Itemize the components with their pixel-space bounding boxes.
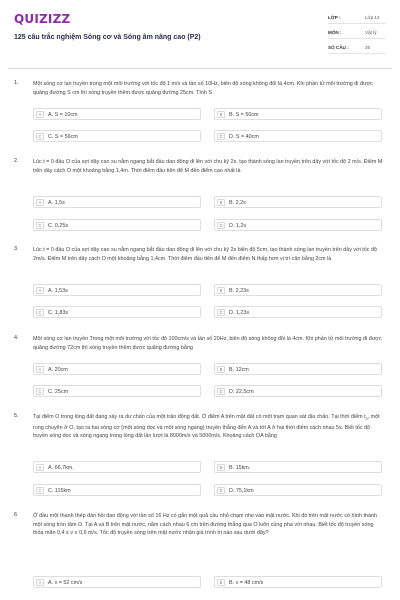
answer-option-b[interactable] (214, 284, 382, 296)
question-number: 4. (14, 335, 19, 341)
question-text: Lúc t = 0 đầu O của sợi dây cao su nằm ngang bắt đầu dao động đi lên với chu kỳ 2s, tạo thành sóng lan truyền trên dây với tốc độ 2 m/s. Điểm M trên dây cách O một khoảng bằng 1,4m. Thời điểm đầu tiên để M đến điểm cao nhất là (33, 159, 383, 174)
option-letter: A (36, 287, 44, 294)
option-letter: A (36, 199, 44, 206)
option-text: C. 115km (48, 487, 71, 494)
answer-option-c[interactable] (33, 484, 201, 496)
header-divider (8, 68, 392, 69)
question-number: 2. (14, 158, 19, 164)
question-number: 3. (14, 246, 19, 252)
meta-value: 25 (365, 45, 371, 50)
option-text: B. S = 50cm (229, 111, 259, 118)
option-letter: D (217, 309, 225, 316)
subscript: 0 (365, 417, 368, 422)
option-text: D. 75,1km (229, 487, 254, 494)
option-text: B. 12cm (229, 366, 249, 373)
meta-subject (328, 27, 386, 39)
option-letter: D (217, 487, 225, 494)
option-text: D. S = 40cm (229, 133, 259, 140)
page-title: 125 câu trắc nghiệm Sóng cơ và Sóng âm nâng cao (P2) (14, 34, 201, 41)
answer-option-a[interactable] (33, 363, 201, 375)
option-text: D. 22,5cm (229, 388, 254, 395)
option-letter: C (36, 222, 44, 229)
answer-option-c[interactable] (33, 130, 201, 142)
answer-option-d[interactable] (214, 219, 382, 231)
answer-option-c[interactable] (33, 219, 201, 231)
option-letter: A (36, 579, 44, 586)
question-text: Một sóng cơ lan truyền Trong một môi trường với tốc độ 100cm/s và tần số 20Hz, biên độ sóng không đổi là 4cm. Khi phần tử môi trường đi được quãng đường 72cm thì sóng truyền thêm được quãng đường bằng (33, 336, 382, 351)
answer-option-b[interactable] (214, 196, 382, 208)
option-letter: D (217, 222, 225, 229)
meta-value: Vật lý (365, 30, 377, 35)
option-letter: C (36, 133, 44, 140)
option-letter: C (36, 388, 44, 395)
answer-option-d[interactable] (214, 130, 382, 142)
option-text: A. 20cm (48, 366, 68, 373)
answer-option-c[interactable] (33, 306, 201, 318)
question-text (33, 413, 385, 441)
option-text: B. 2,2s (229, 199, 246, 206)
option-text: A. 66,7km. (48, 464, 74, 471)
option-letter: A (36, 111, 44, 118)
answer-option-d[interactable] (214, 385, 382, 397)
option-letter: B (217, 287, 225, 294)
option-letter: B (217, 464, 225, 471)
option-letter: A (36, 464, 44, 471)
option-text: C. 25cm (48, 388, 69, 395)
answer-option-a[interactable] (33, 108, 201, 120)
question-text-part: Tại điểm O trong lòng đất đang xảy ra dư chấn của một trận động đất. Ở điểm A trên mặt đất có một trạm quan sát địa chấn. Tại thời điểm t (33, 414, 366, 420)
option-letter: B (217, 111, 225, 118)
meta-count (328, 42, 386, 54)
question-text: Lúc t = 0 đầu O của sợi dây cao su nằm ngang bắt đầu dao động đi lên với chu kỳ 2s biên độ 5cm, tạo thành sóng lan truyền trên dây với tốc độ 2m/s. Điểm M trên dây cách O một khoảng bằng 1,4cm. Thời điểm đầu tiên để M đến điểm N thấp hơn vị trí cân bằng 2cm là (33, 247, 377, 262)
question-text: Một sóng cơ lan truyền trong một môi trường với tốc độ 1 m/s và tần số 10Hz, biên độ sóng không đổi là 4cm. Khi phần tử môi trường đi được quãng đường S cm thì sóng truyền thêm được quãng đường 25cm. Tính S (33, 81, 373, 96)
option-letter: C (36, 309, 44, 316)
answer-option-a[interactable] (33, 284, 201, 296)
meta-key: LỚP : (328, 15, 341, 20)
option-letter: B (217, 199, 225, 206)
answer-option-d[interactable] (214, 484, 382, 496)
answer-option-a[interactable] (33, 196, 201, 208)
answer-option-b[interactable] (214, 461, 382, 473)
question-number: 1. (14, 80, 19, 86)
question-text: Ở đầu một thanh thép đàn hồi dao động với tần số 16 Hz có gắn một quả cầu nhỏ chạm nhẹ vào mặt nước. Khi đó trên mặt nước có hình thành một sóng tròn tâm O. Tại A và B trên mặt nước, nằm cách nhau 6 cm trên đường thẳng qua O luôn cùng pha với nhau. Biết tốc độ truyền sóng thỏa mãn 0,4 ≤ v ≤ 0,6 m/s. Tốc độ truyền sóng trên mặt nước nhận giá trình trị nào sau dưới đây? (33, 513, 377, 537)
option-text: B. 15km. (229, 464, 251, 471)
option-text: D. 1,2s (229, 222, 247, 229)
option-text: A. v = 52 cm/s (48, 579, 83, 586)
question-text-part: , một rung chuyển ở O, tạo ra hai sóng cơ (một sóng dọc và một sóng ngang) truyền thẳng đến A và tới A ở hai thời điểm cách nhau 5s. Biết tốc độ truyền sóng dọc và sóng ngang trong lòng đất lần lượt là 8000m/s và 5000m/s. Khoảng cách OA bằng (33, 414, 380, 440)
option-letter: D (217, 388, 225, 395)
answer-option-b[interactable] (214, 576, 382, 588)
meta-class (328, 12, 386, 24)
answer-option-c[interactable] (33, 385, 201, 397)
option-text: D. 1,23s (229, 309, 250, 316)
option-text: A. 1,53s (48, 287, 68, 294)
meta-value: Lớp 12 (365, 15, 380, 20)
option-text: A. 1,5s (48, 199, 65, 206)
option-letter: B (217, 366, 225, 373)
answer-option-b[interactable] (214, 363, 382, 375)
option-text: A. S = 10cm (48, 111, 78, 118)
option-text: C. S = 56cm (48, 133, 78, 140)
option-letter: A (36, 366, 44, 373)
option-letter: C (36, 487, 44, 494)
option-text: B. 2,23s (229, 287, 249, 294)
option-text: B. v = 48 cm/s (229, 579, 264, 586)
option-text: C. 1,83s (48, 309, 69, 316)
quizizz-logo: QUIZIZZ (14, 12, 71, 26)
meta-key: MÔN : (328, 30, 342, 35)
option-letter: D (217, 133, 225, 140)
answer-option-b[interactable] (214, 108, 382, 120)
option-letter: B (217, 579, 225, 586)
answer-option-d[interactable] (214, 306, 382, 318)
answer-option-a[interactable] (33, 576, 201, 588)
question-number: 5. (14, 413, 19, 419)
answer-option-a[interactable] (33, 461, 201, 473)
question-number: 6. (14, 512, 19, 518)
option-text: C. 0,25s (48, 222, 69, 229)
meta-key: SỐ CÂU : (328, 45, 349, 50)
page-header (0, 0, 400, 66)
